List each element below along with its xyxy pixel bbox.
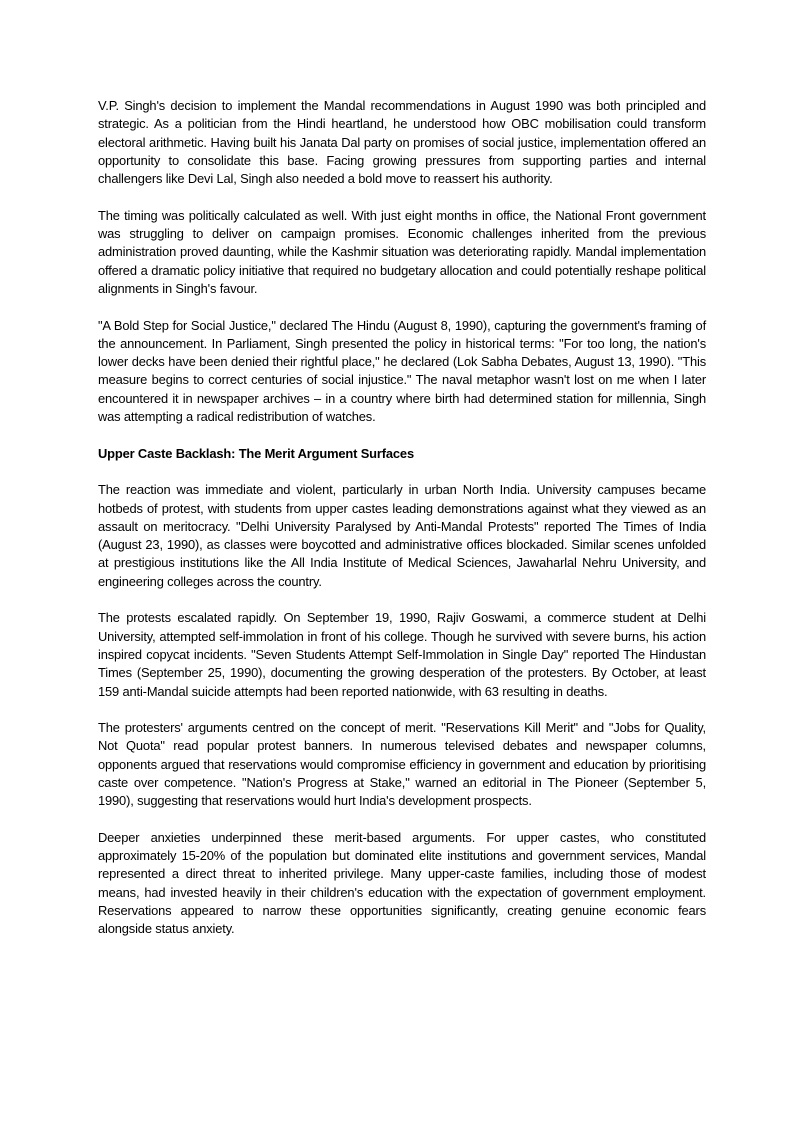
paragraph-reaction: The reaction was immediate and violent, particularly in urban North India. University campuses became hotbeds of protest, with students from upper castes leading demonstrations against what they viewed as an assault on meritocracy. "Delhi University Paralysed by Anti-Mandal Protests" reported The Times of India (August 23, 1990), as classes were boycotted and administrative offices blockaded. Similar scenes unfolded at prestigious institutions like the All India Institute of Medical Sciences, Jawaharlal Nehru University, and engineering colleges across the country.: [98, 482, 706, 589]
paragraph-timing: The timing was politically calculated as well. With just eight months in office, the National Front government was struggling to deliver on campaign promises. Economic challenges inherited from the previous administration proved daunting, while the Kashmir situation was deteriorating rapidly. Mandal implementation offered a dramatic policy initiative that required no budgetary allocation and could potentially reshape political alignments in Singh's favour.: [98, 207, 706, 296]
paragraph-bold-step: "A Bold Step for Social Justice," declared The Hindu (August 8, 1990), capturing the government's framing of the announcement. In Parliament, Singh presented the policy in historical terms: "For too long, the nation's lower decks have been denied their rightful place," he declared (Lok Sabha Debates, August 13, 1990). "This measure begins to correct centuries of social injustice." The naval metaphor wasn't lost on me when I later encountered it in newspaper archives – in a country where birth had determined station for millennia, Singh was attempting a radical redistribution of watches.: [98, 317, 706, 425]
section-heading: Upper Caste Backlash: The Merit Argument Surfaces: [98, 445, 414, 461]
paragraph-singh-decision: V.P. Singh's decision to implement the Mandal recommendations in August 1990 was both principled and strategic. As a politician from the Hindi heartland, he understood how OBC mobilisation could transform electoral arithmetic. Having built his Janata Dal party on promises of social justice, implementation offered an opportunity to consolidate this base. Facing growing pressures from supporting parties and internal challengers like Devi Lal, Singh also needed a bold move to reassert his authority.: [98, 98, 706, 187]
document-page: [98, 97, 706, 957]
paragraph-deeper-anxieties: Deeper anxieties underpinned these merit-based arguments. For upper castes, who constituted approximately 15-20% of the population but dominated elite institutions and government services, Mandal represented a direct threat to inherited privilege. Many upper-caste families, including those of modest means, had invested heavily in their children's education with the expectation of government employment. Reservations appeared to narrow these opportunities significantly, creating genuine economic fears alongside status anxiety.: [98, 829, 706, 937]
paragraph-protests-escalated: The protests escalated rapidly. On September 19, 1990, Rajiv Goswami, a commerce student at Delhi University, attempted self-immolation in front of his college. Though he survived with severe burns, his action inspired copycat incidents. "Seven Students Attempt Self-Immolation in Single Day" reported The Hindustan Times (September 25, 1990), documenting the growing desperation of the protesters. By October, at least 159 anti-Mandal suicide attempts had been reported nationwide, with 63 resulting in deaths.: [98, 610, 706, 699]
paragraph-merit-arguments: The protesters' arguments centred on the concept of merit. "Reservations Kill Merit" and "Jobs for Quality, Not Quota" read popular protest banners. In numerous televised debates and newspaper columns, opponents argued that reservations would compromise efficiency in government and education by prioritising caste over competence. "Nation's Progress at Stake," warned an editorial in The Pioneer (September 5, 1990), suggesting that reservations would hurt India's development prospects.: [98, 720, 706, 809]
